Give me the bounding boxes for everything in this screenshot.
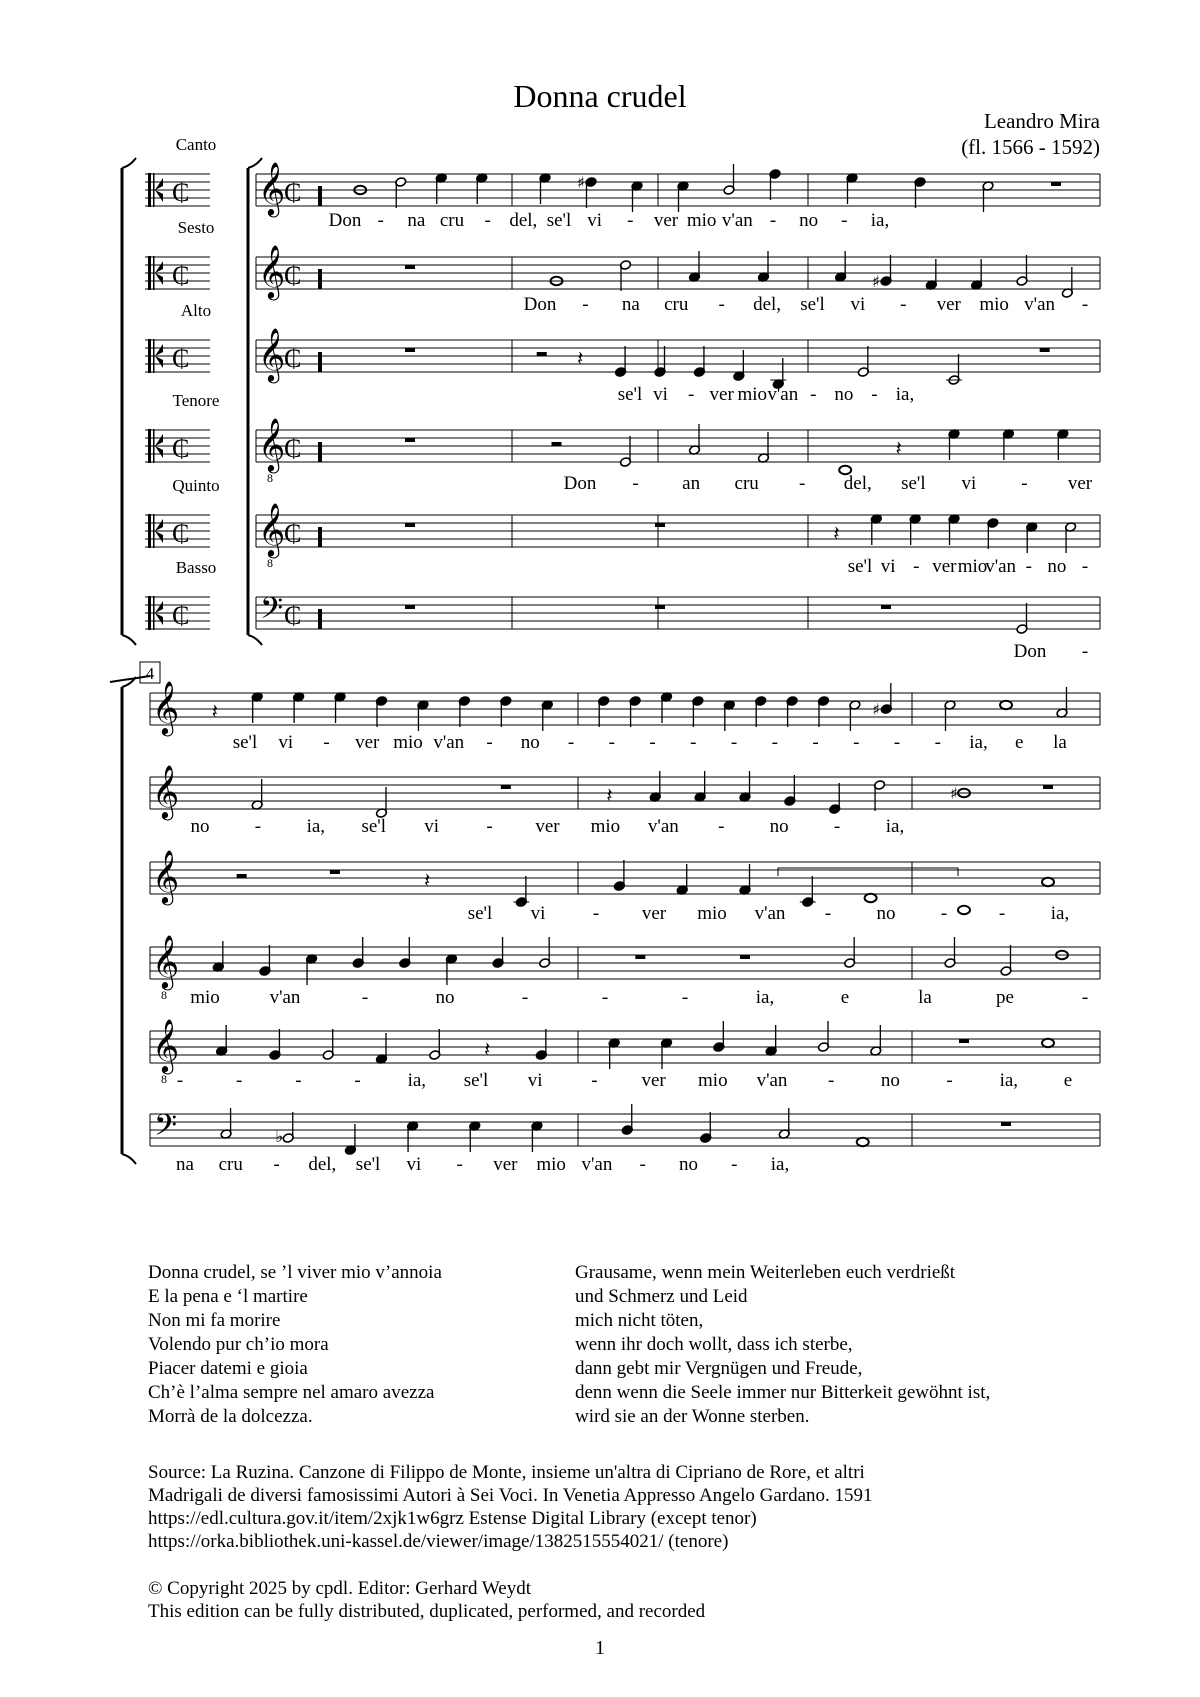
lyric-syllable: ia, xyxy=(407,1070,427,1091)
lyric-syllable: se'l xyxy=(463,1070,489,1091)
lyric-syllable: ia, xyxy=(969,732,988,753)
lyric-syllable: an xyxy=(682,473,701,494)
lyric-syllable: v'an xyxy=(581,1154,613,1175)
page-title: Donna crudel xyxy=(513,78,687,114)
lyric-syllable: - xyxy=(690,732,697,753)
lyric-syllable: - xyxy=(799,473,806,494)
lyric-syllable: ver xyxy=(653,210,679,231)
lyric-syllable: no xyxy=(769,816,789,837)
lyric-syllable: se'l xyxy=(467,903,493,924)
poem-line: Morrà de la dolcezza. xyxy=(148,1406,313,1427)
lyric-syllable: ia, xyxy=(870,210,890,231)
lyric-syllable: cru xyxy=(664,294,689,315)
poem-line: Grausame, wenn mein Weiterleben euch verdrießt xyxy=(575,1262,956,1283)
lyric-syllable: - xyxy=(998,903,1006,924)
lyric-syllable: del, xyxy=(843,473,872,494)
lyric-syllable: - xyxy=(681,987,689,1008)
lyric-syllable: - xyxy=(1021,473,1028,494)
poem-line: E la pena e ‘l martire xyxy=(148,1286,308,1307)
whole-rest xyxy=(635,955,645,959)
lyric-syllable: ia, xyxy=(755,987,775,1008)
lyric-syllable: vi xyxy=(530,903,546,924)
lyric-syllable: mio xyxy=(957,556,988,577)
lyric-syllable: - xyxy=(1081,987,1089,1008)
lyric-syllable: cru xyxy=(439,210,465,231)
lyric-syllable: ia, xyxy=(1050,903,1070,924)
incipit-mark xyxy=(318,442,322,462)
whole-rest xyxy=(1051,182,1061,186)
voice-label: Basso xyxy=(175,558,217,577)
lyric-syllable: - xyxy=(913,556,920,577)
whole-rest xyxy=(655,605,665,609)
page-number: 1 xyxy=(595,1637,605,1659)
lyric-syllable: vi xyxy=(527,1070,543,1091)
cut-time-sign: ₵ xyxy=(172,601,190,630)
whole-rest xyxy=(330,870,340,874)
lyric-syllable: ver xyxy=(355,732,380,753)
poem-german xyxy=(575,1261,990,1429)
treble-clef: 𝄞 xyxy=(258,244,286,298)
whole-rest xyxy=(740,955,750,959)
treble-clef: 𝄞 xyxy=(152,764,180,818)
lyric-syllable: v'an xyxy=(647,816,679,837)
lyric-syllable: no xyxy=(435,987,455,1008)
lyric-syllable: Don xyxy=(563,473,597,494)
voice-label: Alto xyxy=(180,301,212,320)
incipit-mark xyxy=(318,269,322,289)
system-1 xyxy=(122,135,1100,662)
c-clef xyxy=(153,596,155,630)
lyric-syllable: ia, xyxy=(999,1070,1019,1091)
cut-time-sign: ₵ xyxy=(172,519,190,548)
lyric-syllable: - xyxy=(841,210,848,231)
lyric-syllable: mio xyxy=(979,294,1009,315)
incipit-mark xyxy=(318,527,322,547)
lyric-syllable: no xyxy=(799,210,819,231)
lyric-syllable: vi xyxy=(850,294,866,315)
incipit-mark xyxy=(318,609,322,629)
lyric-syllable: del, xyxy=(308,1154,337,1175)
lyric-syllable: mio xyxy=(393,732,423,753)
lyric-syllable: no xyxy=(876,903,896,924)
lyric-syllable: cru xyxy=(734,473,759,494)
lyric-syllable: - xyxy=(601,987,609,1008)
cut-time-sign: ₵ xyxy=(284,434,302,463)
lyric-syllable: - xyxy=(649,732,656,753)
whole-note xyxy=(1000,701,1012,709)
lyric-syllable: ia, xyxy=(895,384,915,405)
bass-clef: 𝄢 xyxy=(154,1109,178,1150)
lyric-syllable: - xyxy=(236,1070,243,1091)
poem-line: Donna crudel, se ’l viver mio v’annoia xyxy=(148,1262,442,1283)
octave-mark: 8 xyxy=(267,556,273,570)
lyric-syllable: na xyxy=(621,294,640,315)
octave-mark: 8 xyxy=(161,988,167,1002)
lyric-syllable: - xyxy=(853,732,860,753)
whole-rest xyxy=(1040,348,1050,352)
whole-rest xyxy=(501,785,511,789)
treble-clef: 𝄞 xyxy=(258,417,286,471)
lyric-syllable: v'an xyxy=(269,987,301,1008)
lyric-syllable: vi xyxy=(653,384,668,405)
lyric-syllable: se'l xyxy=(901,473,926,494)
octave-mark: 8 xyxy=(161,1072,167,1086)
half-rest xyxy=(552,442,562,446)
cut-time-sign: ₵ xyxy=(172,344,190,373)
lyric-syllable: Don xyxy=(328,210,362,231)
bass-clef: 𝄢 xyxy=(260,592,284,633)
source-link: https://edl.cultura.gov.it/item/2xjk1w6grz Estense Digital Library (except tenor) xyxy=(148,1508,757,1529)
lyric-syllable: ver xyxy=(641,1070,666,1091)
lyric-syllable: - xyxy=(632,473,639,494)
composer-name: Leandro Mira xyxy=(983,109,1100,133)
lyric-syllable: mio xyxy=(686,210,717,231)
cut-time-sign: ₵ xyxy=(172,434,190,463)
quarter-rest: 𝄽 xyxy=(424,868,431,892)
lyric-syllable: - xyxy=(377,210,384,231)
lyric-syllable: v'an xyxy=(767,384,799,405)
poem-line: denn wenn die Seele immer nur Bitterkeit gewöhnt ist, xyxy=(575,1382,991,1403)
lyric-syllable: no xyxy=(880,1070,900,1091)
lyric-syllable: se'l xyxy=(847,556,873,577)
lyric-syllable: - xyxy=(1081,294,1089,315)
source-link: https://orka.bibliothek.uni-kassel.de/viewer/image/1382515554021/ (tenore) xyxy=(148,1531,729,1552)
incipit-mark xyxy=(318,186,322,206)
cut-time-sign: ₵ xyxy=(284,261,302,290)
quarter-rest: 𝄽 xyxy=(895,436,902,460)
treble-clef: 𝄞 xyxy=(152,1018,180,1072)
whole-note xyxy=(865,894,877,902)
poem-line: Ch’è l’alma sempre nel amaro avezza xyxy=(148,1382,435,1403)
lyric-syllable: na xyxy=(176,1154,194,1175)
lyric-syllable: - xyxy=(718,816,725,837)
lyric-syllable: ia, xyxy=(885,816,905,837)
source-line: Madrigali de diversi famosissimi Autori à Sei Voci. In Venetia Appresso Angelo Gardano. 1591 xyxy=(148,1485,873,1506)
lyric-syllable: vi xyxy=(961,473,977,494)
lyric-syllable: - xyxy=(940,903,948,924)
cut-time-sign: ₵ xyxy=(284,344,302,373)
lyric-syllable: - xyxy=(687,384,695,405)
lyric-syllable: - xyxy=(1081,556,1089,577)
half-rest xyxy=(237,874,247,878)
bracket-hook xyxy=(248,635,262,645)
treble-clef: 𝄞 xyxy=(258,502,286,556)
poem-italian xyxy=(148,1261,442,1429)
treble-clef: 𝄞 xyxy=(258,327,286,381)
whole-note xyxy=(958,906,970,914)
lyric-syllable: - xyxy=(769,210,777,231)
bracket-hook xyxy=(122,635,136,645)
quarter-rest: 𝄽 xyxy=(484,1037,491,1061)
whole-rest xyxy=(405,348,415,352)
lyric-syllable: - xyxy=(354,1070,361,1091)
lyric-syllable: la xyxy=(918,987,932,1008)
poem-line: dann gebt mir Vergnügen und Freude, xyxy=(575,1358,863,1379)
lyric-syllable: mio xyxy=(698,1070,728,1091)
poem-line: Non mi fa morire xyxy=(148,1310,281,1331)
c-clef xyxy=(148,173,151,207)
c-clef xyxy=(148,429,151,463)
lyric-syllable: - xyxy=(639,1154,646,1175)
lyric-syllable: - xyxy=(1081,641,1089,662)
lyric-syllable: - xyxy=(1025,556,1032,577)
lyric-syllable: - xyxy=(731,1154,738,1175)
bracket-hook xyxy=(122,1154,136,1164)
license-line: This edition can be fully distributed, duplicated, performed, and recorded xyxy=(148,1601,706,1622)
lyric-syllable: mio xyxy=(697,903,727,924)
lyric-syllable: vi xyxy=(278,732,294,753)
lyric-syllable: Don xyxy=(1013,641,1047,662)
c-clef xyxy=(148,339,151,373)
c-clef xyxy=(153,429,155,463)
whole-note xyxy=(1042,1039,1054,1047)
lyric-syllable: - xyxy=(608,732,615,753)
voice-label: Quinto xyxy=(172,476,220,495)
lyric-syllable: no xyxy=(190,816,210,837)
lyric-syllable: se'l xyxy=(617,384,643,405)
lyric-syllable: na xyxy=(407,210,426,231)
lyric-syllable: ver xyxy=(535,816,560,837)
lyric-syllable: se'l xyxy=(232,732,258,753)
lyric-syllable: - xyxy=(273,1154,280,1175)
c-clef xyxy=(153,339,155,373)
lyric-syllable: la xyxy=(1053,732,1067,753)
voice-label: Tenore xyxy=(172,391,220,410)
poem-line: mich nicht töten, xyxy=(575,1310,704,1331)
sharp-sign: ♯ xyxy=(577,173,585,192)
lyric-syllable: - xyxy=(810,384,817,405)
lyric-syllable: ia, xyxy=(770,1154,790,1175)
whole-rest xyxy=(405,265,415,269)
lyric-syllable: no xyxy=(520,732,540,753)
lyric-syllable: ver xyxy=(641,903,667,924)
whole-rest xyxy=(1001,1122,1011,1126)
lyric-syllable: se'l xyxy=(355,1154,381,1175)
lyric-syllable: mio xyxy=(737,384,768,405)
lyric-syllable: - xyxy=(254,816,262,837)
lyric-syllable: vi xyxy=(880,556,896,577)
system-divider xyxy=(110,676,150,682)
lyric-syllable: ver xyxy=(1067,473,1093,494)
lyric-syllable: del, xyxy=(509,210,538,231)
poem-line: Volendo pur ch’io mora xyxy=(148,1334,329,1355)
whole-note xyxy=(1042,878,1054,886)
voice-label: Canto xyxy=(175,135,217,154)
lyric-syllable: - xyxy=(592,903,600,924)
lyric-syllable: - xyxy=(730,732,738,753)
cut-time-sign: ₵ xyxy=(172,261,190,290)
source-line: Source: La Ruzina. Canzone di Filippo de Monte, insieme un'altra di Cipriano de Rore, et altri xyxy=(148,1462,865,1483)
lyric-syllable: - xyxy=(361,987,369,1008)
lyric-syllable: e xyxy=(1063,1070,1073,1091)
c-clef xyxy=(153,514,155,548)
lyric-syllable: se'l xyxy=(800,294,825,315)
lyric-syllable: ia, xyxy=(306,816,326,837)
cut-time-sign: ₵ xyxy=(284,601,302,630)
lyric-syllable: - xyxy=(295,1070,302,1091)
incipit-mark xyxy=(318,352,322,372)
lyric-syllable: v'an xyxy=(985,556,1017,577)
voice-label: Sesto xyxy=(177,218,215,237)
quarter-rest: 𝄽 xyxy=(606,783,613,807)
treble-clef: 𝄞 xyxy=(152,849,180,903)
lyric-syllable: - xyxy=(946,1070,953,1091)
lyric-syllable: ver xyxy=(493,1154,518,1175)
poem-line: Piacer datemi e gioia xyxy=(148,1358,308,1379)
whole-rest xyxy=(405,605,415,609)
lyric-syllable: - xyxy=(567,732,575,753)
copyright-note xyxy=(148,1577,705,1623)
lyric-syllable: - xyxy=(323,732,330,753)
lyric-syllable: mio xyxy=(590,816,621,837)
lyric-syllable: v'an xyxy=(1024,294,1056,315)
lyric-syllable: del, xyxy=(753,294,782,315)
poem-line: und Schmerz und Leid xyxy=(575,1286,748,1307)
lyric-syllable: - xyxy=(486,816,493,837)
whole-note xyxy=(857,1138,869,1146)
lyric-syllable: - xyxy=(486,732,493,753)
octave-mark: 8 xyxy=(267,471,273,485)
lyric-syllable: - xyxy=(900,294,907,315)
composer-dates: (fl. 1566 - 1592) xyxy=(961,135,1100,159)
quarter-rest: 𝄽 xyxy=(211,699,218,723)
c-clef xyxy=(153,173,155,207)
system-2 xyxy=(110,662,1100,1175)
lyric-syllable: se'l xyxy=(546,210,572,231)
poem-line: wenn ihr doch wollt, dass ich sterbe, xyxy=(575,1334,853,1355)
lyric-syllable: - xyxy=(521,987,529,1008)
treble-clef: 𝄞 xyxy=(258,161,286,215)
lyric-syllable: - xyxy=(893,732,901,753)
cut-time-sign: ₵ xyxy=(284,519,302,548)
lyric-syllable: ver xyxy=(932,556,957,577)
copyright-line: © Copyright 2025 by cpdl. Editor: Gerhard Weydt xyxy=(148,1578,531,1599)
lyric-syllable: v'an xyxy=(756,1070,788,1091)
lyric-syllable: - xyxy=(484,210,491,231)
quarter-rest: 𝄽 xyxy=(577,346,584,370)
lyric-syllable: no xyxy=(678,1154,698,1175)
source-note xyxy=(148,1461,873,1553)
bracket-hook xyxy=(122,158,136,168)
lyric-syllable: - xyxy=(824,903,832,924)
lyric-syllable: Don xyxy=(523,294,557,315)
treble-clef: 𝄞 xyxy=(152,934,180,988)
whole-rest xyxy=(1043,785,1053,789)
lyric-syllable: no xyxy=(834,384,854,405)
lyric-syllable: - xyxy=(582,294,589,315)
lyric-syllable: pe xyxy=(996,987,1014,1008)
whole-rest xyxy=(655,523,665,527)
lyric-syllable: mio xyxy=(190,987,220,1008)
sharp-sign: ♯ xyxy=(872,700,881,719)
quarter-rest: 𝄽 xyxy=(833,521,840,545)
lyric-syllable: - xyxy=(591,1070,598,1091)
c-clef xyxy=(153,256,155,290)
lyric-syllable: - xyxy=(833,816,841,837)
whole-rest xyxy=(405,438,415,442)
treble-clef: 𝄞 xyxy=(152,680,180,734)
whole-rest xyxy=(959,1039,969,1043)
lyric-syllable: - xyxy=(871,384,878,405)
lyric-syllable: - xyxy=(176,1070,184,1091)
poem-line: wird sie an der Wonne sterben. xyxy=(575,1406,810,1427)
lyric-syllable: vi xyxy=(424,816,440,837)
lyric-syllable: e xyxy=(1015,732,1024,753)
lyric-syllable: se'l xyxy=(361,816,387,837)
lyric-syllable: v'an xyxy=(721,210,753,231)
lyric-syllable: v'an xyxy=(433,732,465,753)
lyric-syllable: mio xyxy=(536,1154,566,1175)
lyric-syllable: vi xyxy=(587,210,603,231)
lyric-syllable: e xyxy=(840,987,850,1008)
lyric-syllable: no xyxy=(1047,556,1067,577)
ligature-bracket xyxy=(778,868,958,876)
lyric-syllable: - xyxy=(771,732,778,753)
whole-rest xyxy=(405,523,415,527)
lyric-syllable: v'an xyxy=(754,903,786,924)
sharp-sign: ♯ xyxy=(950,784,958,803)
lyric-syllable: cru xyxy=(218,1154,243,1175)
lyric-syllable: - xyxy=(828,1070,835,1091)
c-clef xyxy=(148,514,151,548)
lyric-syllable: - xyxy=(812,732,819,753)
lyric-syllable: - xyxy=(627,210,634,231)
lyric-syllable: - xyxy=(718,294,725,315)
lyric-syllable: vi xyxy=(406,1154,422,1175)
lyric-syllable: ver xyxy=(936,294,961,315)
sharp-sign: ♯ xyxy=(872,272,880,291)
flat-sign: ♭ xyxy=(275,1127,284,1147)
lyric-syllable: - xyxy=(934,732,941,753)
measure-number: 4 xyxy=(145,664,155,683)
c-clef xyxy=(148,596,151,630)
half-rest xyxy=(537,352,547,356)
lyric-syllable: - xyxy=(456,1154,463,1175)
whole-rest xyxy=(881,605,891,609)
c-clef xyxy=(148,256,151,290)
lyric-syllable: ver xyxy=(709,384,734,405)
cut-time-sign: ₵ xyxy=(172,178,190,207)
cut-time-sign: ₵ xyxy=(284,178,302,207)
